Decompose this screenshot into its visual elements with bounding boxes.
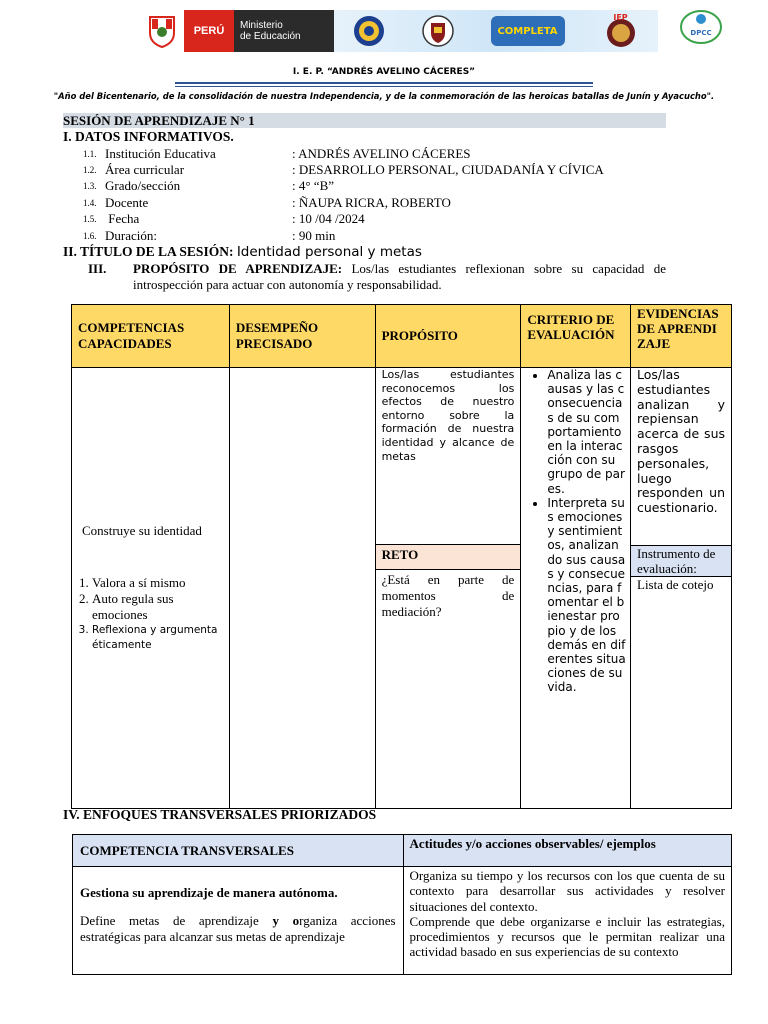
reto-label: RETO xyxy=(376,544,521,570)
ministry-label xyxy=(234,10,334,52)
section-3-text: Los/las estudiantes reflexionan sobre su capacidad de introspección para actuar con autonomía y responsabilidad. xyxy=(133,261,666,292)
header-competences: COMPETENCIAS CAPACIDADES xyxy=(72,305,230,368)
header-banner xyxy=(140,10,658,52)
transversal-competence-cell xyxy=(73,867,404,975)
list-item: • Analiza las causas y las consecuencias de su comportamiento en la interacción con su grupo de pares. xyxy=(547,368,626,496)
section-2-label: II. TÍTULO DE LA SESIÓN: xyxy=(63,244,237,259)
header-purpose: PROPÓSITO xyxy=(375,305,521,368)
transversal-competence-title: Gestiona su aprendizaje de manera autónoma. xyxy=(80,885,338,900)
reto-text: ¿Está en parte de momentos de mediación? xyxy=(381,572,515,619)
instrument-label: Instrumento de evaluación: xyxy=(631,545,731,577)
table-row xyxy=(73,867,732,975)
info-value: : 10 /04 /2024 xyxy=(292,211,365,226)
iep-logo: IEP xyxy=(602,13,640,49)
performance-cell xyxy=(229,368,375,809)
table-header-row xyxy=(72,305,732,368)
instrument-value: Lista de cotejo xyxy=(637,577,714,592)
info-number: 1.6. xyxy=(83,231,97,241)
evidence-cell xyxy=(631,368,732,809)
section-3-number: III. xyxy=(88,261,107,276)
capacities-list xyxy=(78,575,223,653)
info-label: Institución Educativa xyxy=(105,146,216,161)
peru-seal-icon xyxy=(140,10,184,52)
header-evidence: EVIDENCIAS DE APRENDIZAJE xyxy=(631,305,732,368)
header-observable-actions: Actitudes y/o acciones observables/ ejemplos xyxy=(403,835,731,867)
info-value: : DESARROLLO PERSONAL, CIUDADANÍA Y CÍVICA xyxy=(292,162,604,177)
info-label: Grado/sección xyxy=(105,178,181,193)
school-emblem-icon xyxy=(353,15,385,47)
list-item: 3. Reflexiona y argumenta éticamente xyxy=(92,623,223,653)
header-performance: DESEMPEÑO PRECISADO xyxy=(229,305,375,368)
list-item: • Interpreta sus emociones y sentimientos, analizando sus causas y consecuencias, para fomentar el bienestar propio y de los demás en diferentes situaciones de su vida. xyxy=(547,496,626,695)
evidence-text: Los/las estudiantes analizan y repiensan acerca de sus rasgos personales, luego responden un cuestionario. xyxy=(637,367,725,516)
info-number: 1.2. xyxy=(83,165,97,175)
year-motto: "Año del Bicentenario, de la consolidación de nuestra Independencia, y de la conmemoración de las heroicas batallas de Junín y Ayacucho". xyxy=(53,91,715,101)
table-row xyxy=(72,368,732,809)
competence-cell xyxy=(72,368,230,809)
info-number: 1.1. xyxy=(83,149,97,159)
list-item: 1. Valora a sí mismo xyxy=(92,575,223,591)
info-label: Docente xyxy=(105,195,149,210)
peru-label: PERÚ xyxy=(184,10,234,52)
section-3-purpose xyxy=(133,261,666,293)
dpcc-logo: DPCC xyxy=(679,9,723,45)
divider-line xyxy=(175,82,593,84)
table-header-row xyxy=(73,835,732,867)
ministry-line-1: Ministerio xyxy=(240,20,283,31)
school-logos xyxy=(334,10,658,52)
info-label: Fecha xyxy=(105,211,140,226)
info-number: 1.4. xyxy=(83,198,97,208)
ministry-line-2: de Educación xyxy=(240,31,301,42)
transversal-competence-description: Define metas de aprendizaje y organiza acciones estratégicas para alcanzar sus metas de aprendizaje xyxy=(80,913,396,944)
section-3-label: PROPÓSITO DE APRENDIZAJE: xyxy=(133,261,352,276)
observable-actions-cell xyxy=(403,867,731,975)
info-number: 1.5. xyxy=(83,214,97,224)
info-number: 1.3. xyxy=(83,181,97,191)
info-value: : 4° “B” xyxy=(292,178,335,193)
divider-line-thin xyxy=(175,86,593,87)
criteria-list xyxy=(521,368,630,695)
completa-logo: COMPLETA xyxy=(491,16,565,46)
section-1-title: I. DATOS INFORMATIVOS. xyxy=(63,129,234,144)
info-label: Duración: xyxy=(105,228,157,243)
list-item: 2. Auto regula sus emociones xyxy=(92,591,223,623)
competence-table xyxy=(71,304,732,809)
header-transversal-competence: COMPETENCIA TRANSVERSALES xyxy=(73,835,404,867)
session-topic: Identidad personal y metas xyxy=(236,244,422,260)
session-title: SESIÓN DE APRENDIZAJE N° 1 xyxy=(63,113,666,128)
header-criteria: CRITERIO DE EVALUACIÓN xyxy=(521,305,631,368)
info-value: : ÑAUPA RICRA, ROBERTO xyxy=(292,195,451,210)
school-name: I. E. P. “ANDRÉS AVELINO CÁCERES” xyxy=(292,67,476,77)
info-value: : ANDRÉS AVELINO CÁCERES xyxy=(292,146,471,161)
transversal-table xyxy=(72,834,732,975)
dpcc-globe-icon xyxy=(679,9,723,45)
purpose-text: Los/las estudiantes reconocemos los efectos de nuestro entorno sobre la formación de nuestra identidad y alcance de metas xyxy=(381,368,515,463)
section-4-title: IV. ENFOQUES TRANSVERSALES PRIORIZADOS xyxy=(63,807,377,822)
competence-title: Construye su identidad xyxy=(82,523,202,538)
criteria-cell xyxy=(521,368,631,809)
crest-icon xyxy=(422,15,454,47)
action-item: Comprende que debe organizarse e incluir las estrategias, procedimientos y recursos que le permitan realizar una actividad basado en sus experiencias de su contexto xyxy=(409,913,725,960)
info-value: : 90 min xyxy=(292,228,336,243)
info-label: Área curricular xyxy=(105,162,185,177)
action-item: Organiza su tiempo y los recursos con los que cuenta de su contexto para desarrollar sus actividades y resolver situaciones del contexto. xyxy=(409,868,725,914)
section-2-title xyxy=(63,244,422,260)
purpose-cell xyxy=(375,368,521,809)
